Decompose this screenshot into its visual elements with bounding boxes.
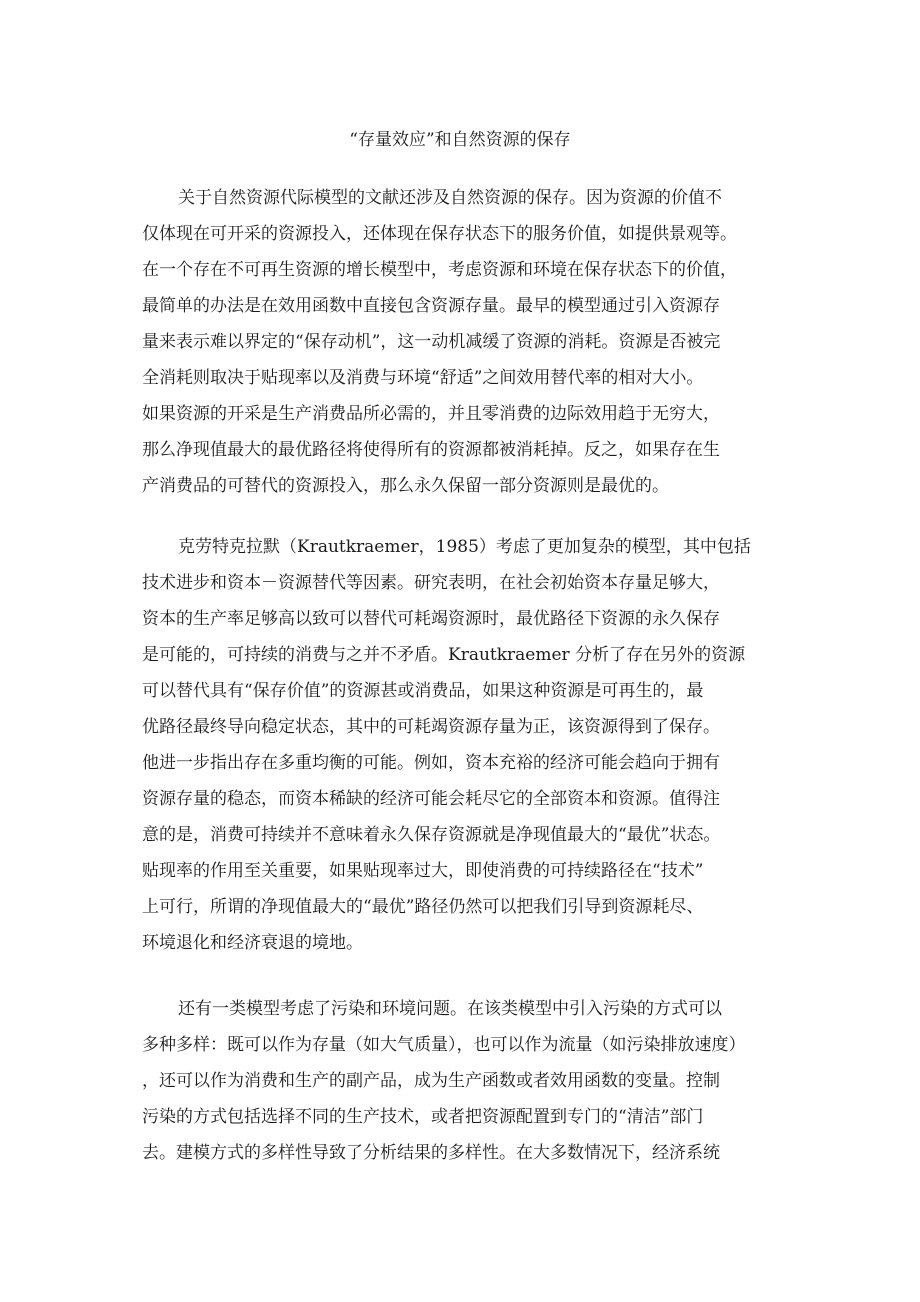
paragraph-line: 资本的生产率足够高以致可以替代可耗竭资源时，最优路径下资源的永久保存 <box>142 609 720 629</box>
paragraph-line: 环境退化和经济衰退的境地。 <box>142 933 363 953</box>
paragraph-line: 多种多样：既可以作为存量（如大气质量），也可以作为流量（如污染排放速度） <box>142 1035 746 1055</box>
paragraph-line: 贴现率的作用至关重要，如果贴现率过大，即使消费的可持续路径在“技术” <box>142 861 704 881</box>
paragraph-line: 还有一类模型考虑了污染和环境问题。在该类模型中引入污染的方式可以 <box>178 999 722 1019</box>
paragraph-line: 资源存量的稳态，而资本稀缺的经济可能会耗尽它的全部资本和资源。值得注 <box>142 789 720 809</box>
paragraph-line: 那么净现值最大的最优路径将使得所有的资源都被消耗掉。反之，如果存在生 <box>142 440 720 460</box>
paragraph-line: 是可能的，可持续的消费与之并不矛盾。Krautkraemer 分析了存在另外的资源 <box>142 645 746 665</box>
document-title: “存量效应”和自然资源的保存 <box>349 130 571 150</box>
paragraph-line: 量来表示难以界定的“保存动机”，这一动机减缓了资源的消耗。资源是否被完 <box>142 332 721 352</box>
paragraph-line: 全消耗则取决于贴现率以及消费与环境“舒适”之间效用替代率的相对大小。 <box>142 368 704 388</box>
paragraph-line: 最简单的办法是在效用函数中直接包含资源存量。最早的模型通过引入资源存 <box>142 296 720 316</box>
paragraph-line: 如果资源的开采是生产消费品所必需的，并且零消费的边际效用趋于无穷大， <box>142 404 720 424</box>
paragraph-line: 技术进步和资本－资源替代等因素。研究表明，在社会初始资本存量足够大， <box>142 573 720 593</box>
paragraph-line: 关于自然资源代际模型的文献还涉及自然资源的保存。因为资源的价值不 <box>178 188 722 208</box>
paragraph-line: 意的是，消费可持续并不意味着永久保存资源就是净现值最大的“最优”状态。 <box>142 825 721 845</box>
paragraph-line: 他进一步指出存在多重均衡的可能。例如，资本充裕的经济可能会趋向于拥有 <box>142 753 720 773</box>
paragraph-line: 在一个存在不可再生资源的增长模型中，考虑资源和环境在保存状态下的价值， <box>142 260 737 280</box>
paragraph-line: 上可行，所谓的净现值最大的“最优”路径仍然可以把我们引导到资源耗尽、 <box>142 897 704 917</box>
paragraph-line: 产消费品的可替代的资源投入，那么永久保留一部分资源则是最优的。 <box>142 476 669 496</box>
paragraph-line: 可以替代具有“保存价值”的资源甚或消费品，如果这种资源是可再生的，最 <box>142 681 704 701</box>
paragraph-line: 优路径最终导向稳定状态，其中的可耗竭资源存量为正，该资源得到了保存。 <box>142 717 720 737</box>
paragraph-line: 去。建模方式的多样性导致了分析结果的多样性。在大多数情况下，经济系统 <box>142 1143 720 1163</box>
paragraph-line: ，还可以作为消费和生产的副产品，成为生产函数或者效用函数的变量。控制 <box>142 1071 720 1091</box>
paragraph-line: 仅体现在可开采的资源投入，还体现在保存状态下的服务价值，如提供景观等。 <box>142 224 737 244</box>
paragraph-line: 污染的方式包括选择不同的生产技术，或者把资源配置到专门的“清洁”部门 <box>142 1107 704 1127</box>
paragraph-line: 克劳特克拉默（Krautkraemer，1985）考虑了更加复杂的模型，其中包括 <box>178 537 751 557</box>
